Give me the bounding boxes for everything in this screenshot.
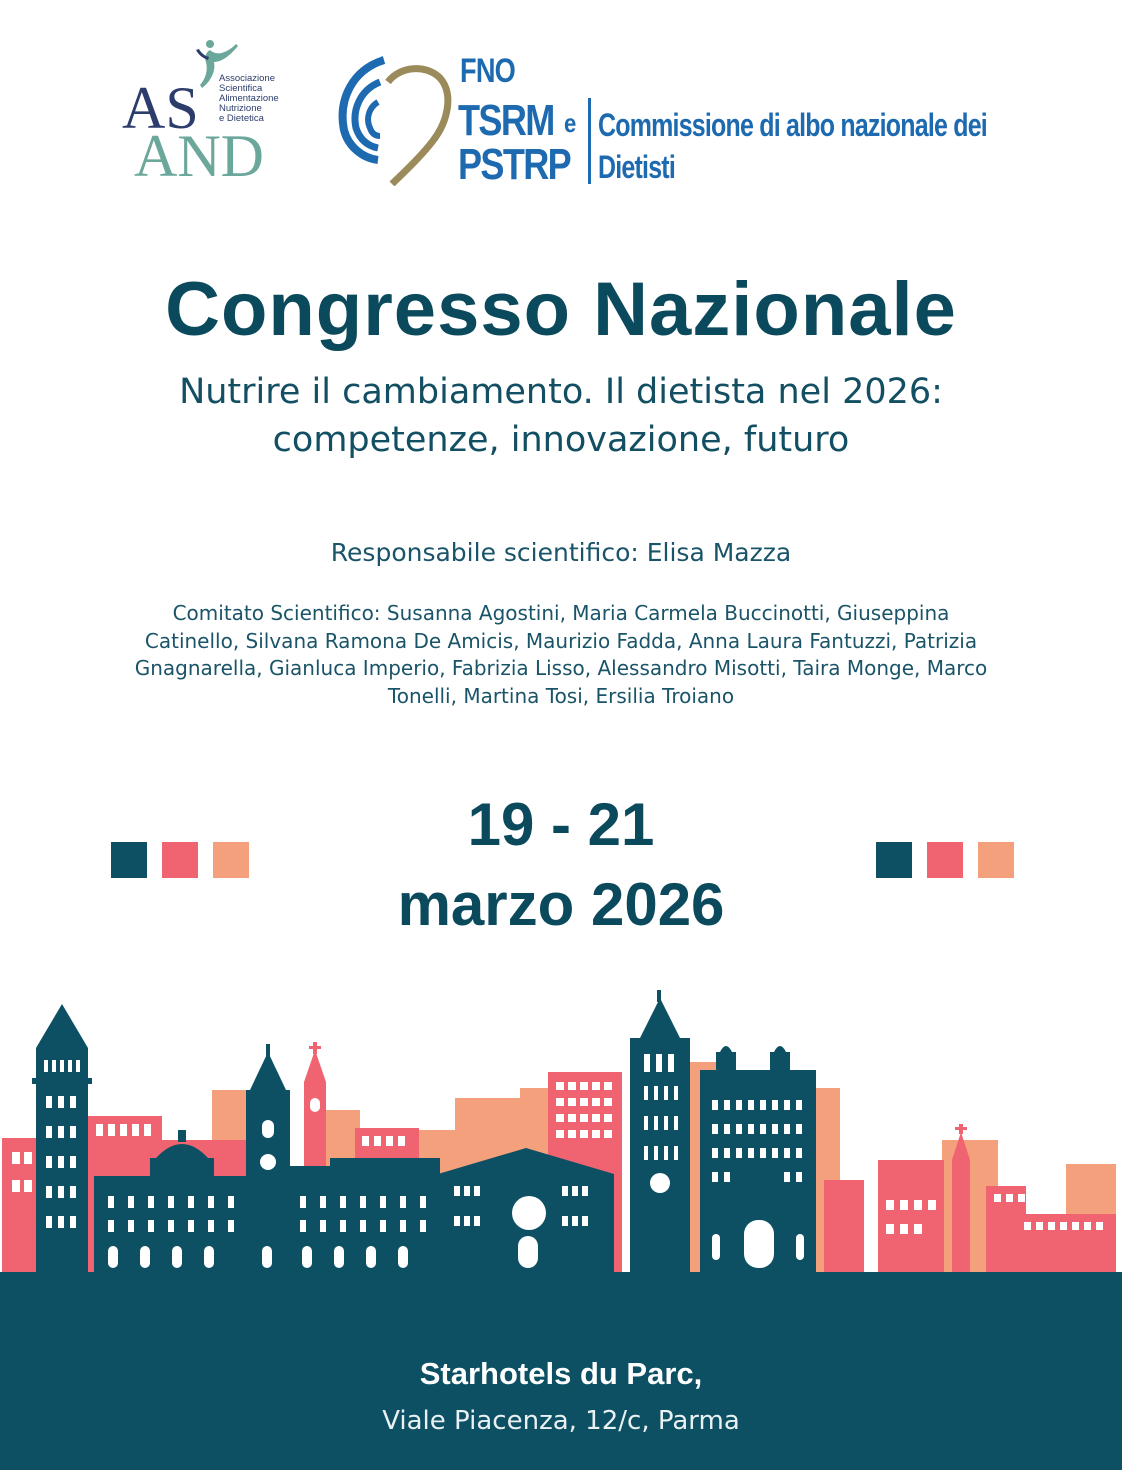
committee-line: Comitato Scientifico: Susanna Agostini, Maria Carmela Buccinotti, Giuseppina (172, 601, 950, 625)
parma-skyline-illustration (0, 990, 1122, 1275)
subtitle-line: Nutrire il cambiamento. Il dietista nel 2026: (179, 372, 943, 412)
asand-subtitle-line: Scientifica (219, 83, 263, 94)
scientific-committee (88, 600, 1034, 710)
committee-line: Catinello, Silvana Ramona De Amicis, Maurizio Fadda, Anna Laura Fantuzzi, Patrizia (144, 628, 978, 653)
event-date-days: 19 - 21 (467, 791, 655, 858)
fno-text-fno: FNO (460, 52, 516, 90)
fno-wordmark (458, 50, 598, 190)
fno-heart-symbol-icon (336, 54, 452, 186)
subtitle-line: competenze, innovazione, futuro (272, 420, 850, 460)
asand-subtitle-line: Alimentazione (219, 93, 279, 104)
asand-subtitle-line: Nutrizione (219, 103, 262, 114)
fno-text-e: e (564, 108, 577, 138)
commission-text (598, 104, 987, 188)
fno-text-tsrm: TSRM (458, 96, 554, 145)
fno-tsrm-pstrp-logo (336, 50, 1016, 190)
page-title: Congresso Nazionale (165, 267, 957, 352)
asand-subtitle (219, 74, 299, 124)
asand-logo (118, 38, 298, 189)
commission-line: Commissione di albo nazionale dei (598, 107, 987, 143)
commission-line: Dietisti (598, 149, 675, 185)
asand-as-text: AS (122, 75, 199, 141)
venue-address: Viale Piacenza, 12/c, Parma (382, 1406, 740, 1436)
venue-name: Starhotels du Parc, (419, 1356, 703, 1391)
page-subtitle (110, 368, 1012, 464)
scientific-lead: Responsabile scientifico: Elisa Mazza (330, 538, 792, 567)
committee-line: Gnagnarella, Gianluca Imperio, Fabrizia Lisso, Alessandro Misotti, Taira Monge, Marco (134, 656, 988, 680)
fno-divider (588, 98, 591, 184)
asand-and-text: AND (134, 123, 264, 189)
fno-text-pstrp: PSTRP (458, 140, 571, 189)
asand-subtitle-line: e Dietetica (219, 113, 264, 124)
event-date-month-year: marzo 2026 (397, 871, 725, 938)
asand-subtitle-line: Associazione (219, 73, 275, 84)
committee-line: Tonelli, Martina Tosi, Ersilia Troiano (387, 683, 735, 708)
